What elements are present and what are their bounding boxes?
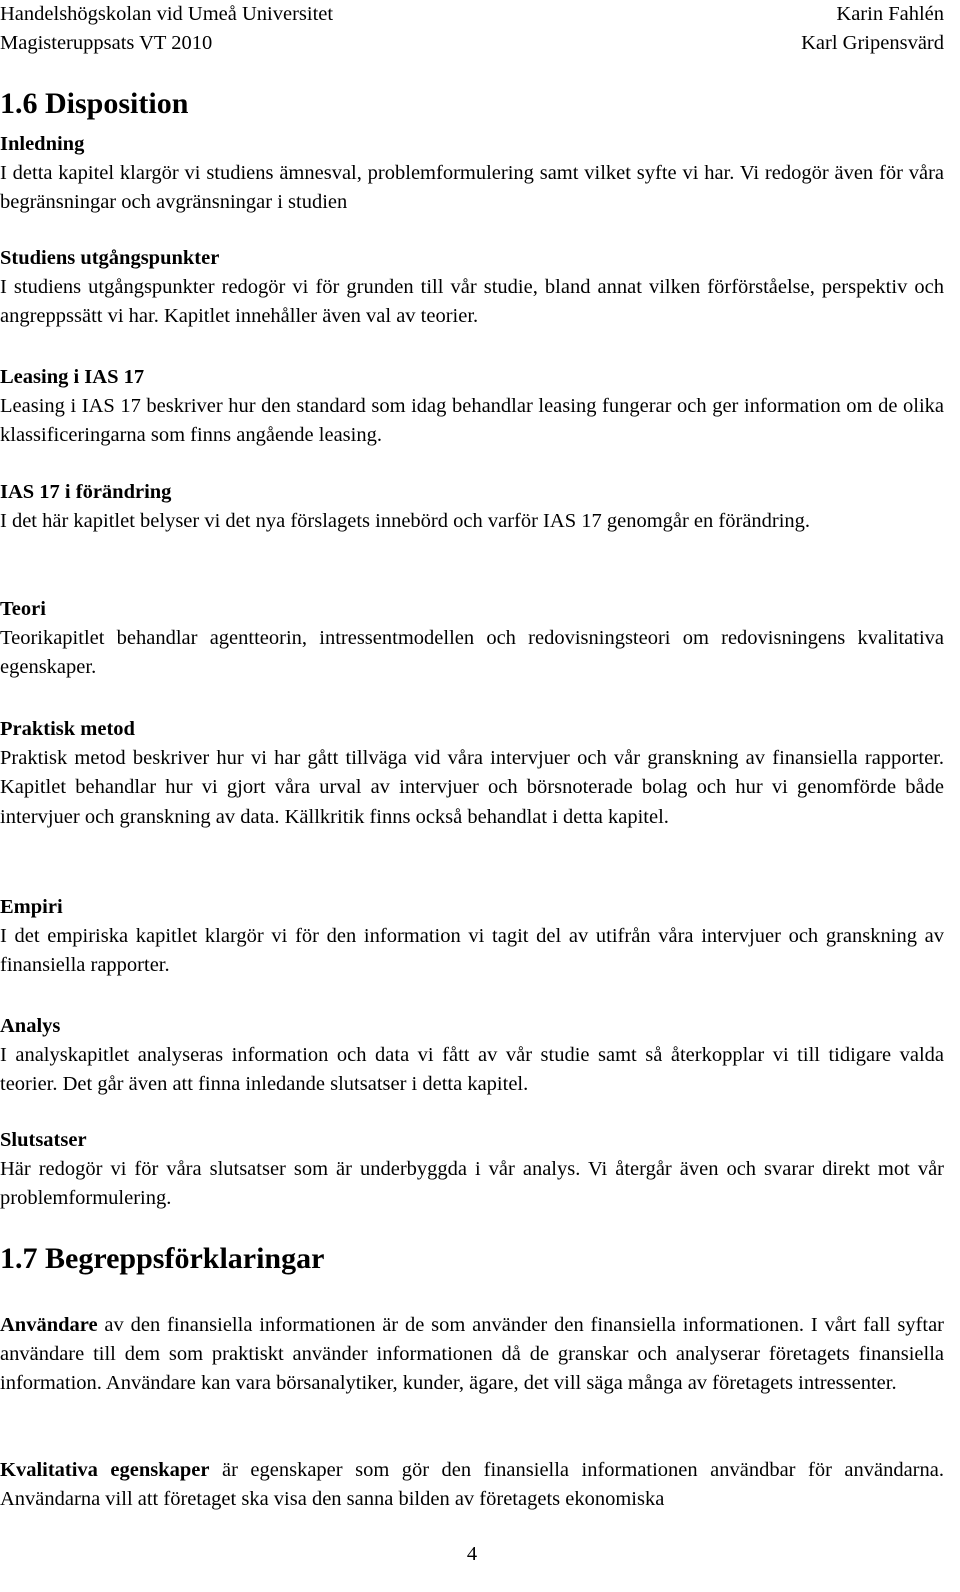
item-title: Teori [0,598,46,620]
item-body: I studiens utgångspunkter redogör vi för grunden till vår studie, bland annat vilken förförståelse, perspektiv och angreppssätt vi har. Kapitlet innehåller även val av teorier. [0,276,944,328]
header-author-2: Karl Gripensvärd [801,32,944,54]
item-body: I det här kapitlet belyser vi det nya förslagets innebörd och varför IAS 17 genomgår en förändring. [0,510,811,533]
disposition-item-leasing [0,363,944,451]
header-thesis-type: Magisteruppsats VT 2010 [0,32,213,54]
definition-term: Kvalitativa egenskaper [0,1459,210,1481]
header-university: Handelshögskolan vid Umeå Universitet [0,3,334,25]
item-body: I detta kapitel klargör vi studiens ämnesval, problemformulering samt vilket syfte vi har. Vi redogör även för våra begränsningar och avgränsningar i studien [0,162,944,214]
disposition-item-empiri [0,893,944,981]
item-body: Teorikapitlet behandlar agentteorin, intressentmodellen och redovisningsteori om redovisningens kvalitativa egenskaper. [0,627,944,679]
item-title: Analys [0,1015,61,1037]
definition-anvandare [0,1311,944,1399]
definition-text: av den finansiella informationen är de som använder den finansiella informationen. I vårt fall syftar användare till dem som praktiskt använder informationen då de granskar och analyserar företagets finansiella information. Användare kan vara börsanalytiker, kunder, ägare, det vill säga många av företagets intressenter. [0,1314,944,1395]
disposition-item-praktisk-metod [0,715,944,832]
page-header [0,0,944,58]
item-title: Slutsatser [0,1129,87,1151]
disposition-item-utgangspunkter [0,244,944,332]
item-title: Inledning [0,133,85,155]
disposition-item-ias17 [0,478,944,536]
section-heading-begreppsforklaringar: 1.7 Begreppsförklaringar [0,1242,325,1275]
disposition-item-inledning [0,130,944,218]
definition-term: Användare [0,1314,98,1336]
disposition-item-teori [0,595,944,683]
item-title: Praktisk metod [0,718,135,740]
item-title: IAS 17 i förändring [0,481,172,503]
item-body: Här redogör vi för våra slutsatser som är underbyggda i vår analys. Vi återgår även och svarar direkt mot vår problemformulering. [0,1158,944,1210]
page-number: 4 [466,1543,478,1565]
disposition-item-analys [0,1012,944,1100]
item-body: I analyskapitlet analyseras information och data vi fått av vår studie samt så återkopplar vi till tidigare valda teorier. Det går även att finna inledande slutsatser i detta kapitel. [0,1044,944,1096]
header-row-1 [0,0,944,29]
item-body: I det empiriska kapitlet klargör vi för den information vi tagit del av utifrån våra intervjuer och granskning av finansiella rapporter. [0,925,944,977]
item-title: Empiri [0,896,63,918]
item-body: Leasing i IAS 17 beskriver hur den standard som idag behandlar leasing fungerar och ger information om de olika klassificeringarna som finns angående leasing. [0,395,944,447]
disposition-item-slutsatser [0,1126,944,1214]
item-body: Praktisk metod beskriver hur vi har gått tillväga vid våra intervjuer och vår granskning av finansiella rapporter. Kapitlet behandlar hur vi gjort våra urval av intervjuer och börsnoterade bolag och hur vi genomförde både intervjuer och granskning av data. Källkritik finns också behandlat i detta kapitel. [0,747,944,828]
item-title: Leasing i IAS 17 [0,366,145,388]
definition-text: är egenskaper som gör den finansiella informationen användbar för användarna. Användarna vill att företaget ska visa den sanna bilden av företagets ekonomiska [0,1459,944,1511]
item-title: Studiens utgångspunkter [0,247,220,269]
section-heading-disposition: 1.6 Disposition [0,87,189,120]
header-author-1: Karin Fahlén [836,3,944,25]
header-row-2 [0,29,944,58]
definition-kvalitativa-egenskaper [0,1456,944,1514]
